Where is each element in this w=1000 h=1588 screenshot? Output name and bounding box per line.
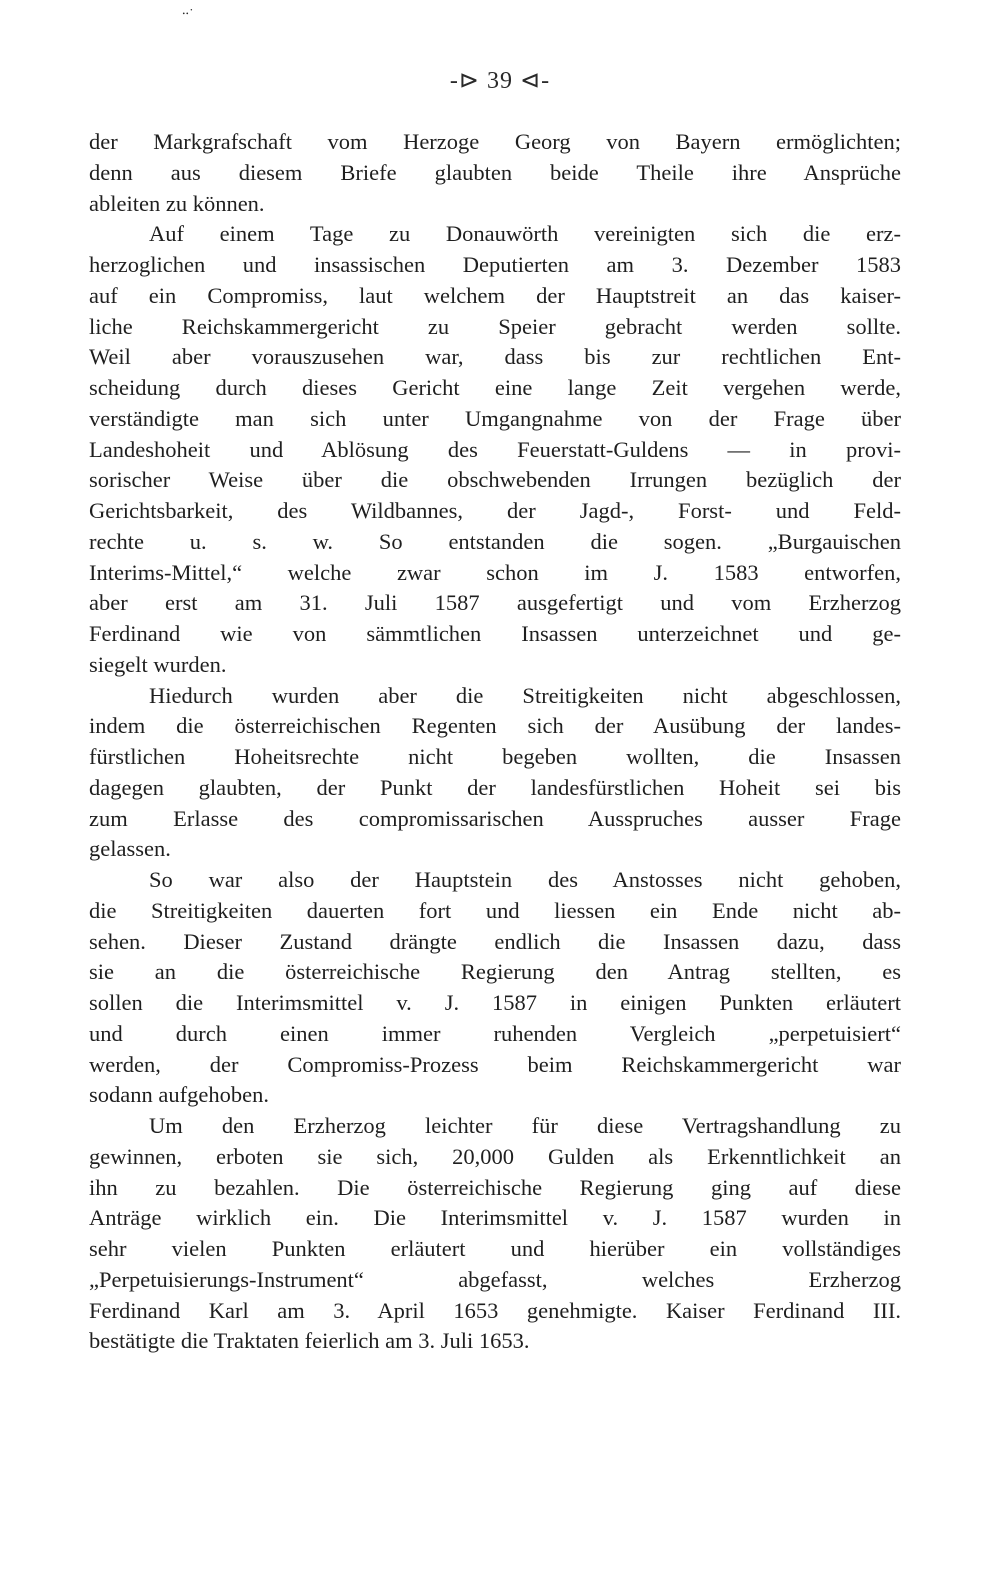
- paragraph-start-line: So war also der Hauptstein des Anstosses nicht gehoben,: [149, 867, 901, 892]
- text-line: Anträge wirklich ein. Die Interimsmittel v. J. 1587 wurden in: [89, 1205, 901, 1231]
- ink-speck: ∙∙˙: [182, 7, 194, 22]
- paragraph-start-line: Hiedurch wurden aber die Streitigkeiten nicht abgeschlossen,: [149, 682, 901, 708]
- text-line: der Markgrafschaft vom Herzoge Georg von Bayern ermöglichten;: [89, 129, 901, 154]
- text-line: ableiten zu können.: [89, 190, 265, 216]
- text-line: Interims-Mittel,“ welche zwar schon im J. 1583 entworfen,: [89, 559, 901, 585]
- page-number: -⊳ 39 ⊲-: [449, 68, 551, 94]
- text-line: auf ein Compromiss, laut welchem der Hauptstreit an das kaiser-: [89, 282, 901, 308]
- text-line: werden, der Compromiss-Prozess beim Reichskammergericht war: [89, 1051, 901, 1077]
- text-line: verständigte man sich unter Umgangnahme von der Frage über: [89, 405, 901, 431]
- text-line: sehr vielen Punkten erläutert und hierüber ein vollständiges: [89, 1236, 901, 1261]
- body-text: [89, 127, 901, 1357]
- text-line: Landeshoheit und Ablösung des Feuerstatt-Guldens — in provi-: [89, 436, 901, 462]
- text-line: fürstlichen Hoheitsrechte nicht begeben wollten, die Insassen: [89, 744, 901, 769]
- text-line: sollen die Interimsmittel v. J. 1587 in einigen Punkten erläutert: [89, 990, 901, 1015]
- text-line: zum Erlasse des compromissarischen Ausspruches ausser Frage: [89, 805, 901, 831]
- text-line: sie an die österreichische Regierung den Antrag stellten, es: [89, 959, 901, 985]
- text-line: sodann aufgehoben.: [89, 1082, 269, 1108]
- text-line: Ferdinand wie von sämmtlichen Insassen unterzeichnet und ge-: [89, 621, 901, 646]
- text-line: Ferdinand Karl am 3. April 1653 genehmigte. Kaiser Ferdinand III.: [89, 1297, 901, 1323]
- text-line: „Perpetuisierungs-Instrument“ abgefasst, welches Erzherzog: [89, 1266, 901, 1292]
- text-line: scheidung durch dieses Gericht eine lange Zeit vergehen werde,: [89, 375, 901, 400]
- text-line: indem die österreichischen Regenten sich der Ausübung der landes-: [89, 713, 901, 739]
- text-line: denn aus diesem Briefe glaubten beide Theile ihre Ansprüche: [89, 159, 901, 185]
- text-line: Weil aber vorauszusehen war, dass bis zur rechtlichen Ent-: [89, 344, 901, 370]
- text-line: ihn zu bezahlen. Die österreichische Regierung ging auf diese: [89, 1174, 901, 1200]
- text-line: gewinnen, erboten sie sich, 20,000 Gulden als Erkenntlichkeit an: [89, 1143, 901, 1169]
- text-line: siegelt wurden.: [89, 651, 227, 677]
- text-line: aber erst am 31. Juli 1587 ausgefertigt und vom Erzherzog: [89, 590, 901, 616]
- text-line: rechte u. s. w. So entstanden die sogen. „Burgauischen: [89, 528, 901, 554]
- text-line: die Streitigkeiten dauerten fort und liessen ein Ende nicht ab-: [89, 897, 901, 923]
- paragraph-start-line: Um den Erzherzog leichter für diese Vertragshandlung zu: [149, 1113, 901, 1138]
- text-line: und durch einen immer ruhenden Vergleich „perpetuisiert“: [89, 1020, 901, 1046]
- paragraph-start-line: Auf einem Tage zu Donauwörth vereinigten sich die erz-: [149, 221, 901, 247]
- text-line: sehen. Dieser Zustand drängte endlich die Insassen dazu, dass: [89, 928, 901, 954]
- text-line: bestätigte die Traktaten feierlich am 3. Juli 1653.: [89, 1328, 530, 1354]
- text-line: dagegen glaubten, der Punkt der landesfürstlichen Hoheit sei bis: [89, 774, 901, 800]
- text-line: sorischer Weise über die obschwebenden Irrungen bezüglich der: [89, 467, 901, 493]
- text-line: herzoglichen und insassischen Deputierten am 3. Dezember 1583: [89, 252, 901, 277]
- text-line: gelassen.: [89, 836, 171, 862]
- text-line: liche Reichskammergericht zu Speier gebracht werden sollte.: [89, 313, 901, 339]
- text-line: Gerichtsbarkeit, des Wildbannes, der Jagd-, Forst- und Feld-: [89, 498, 901, 523]
